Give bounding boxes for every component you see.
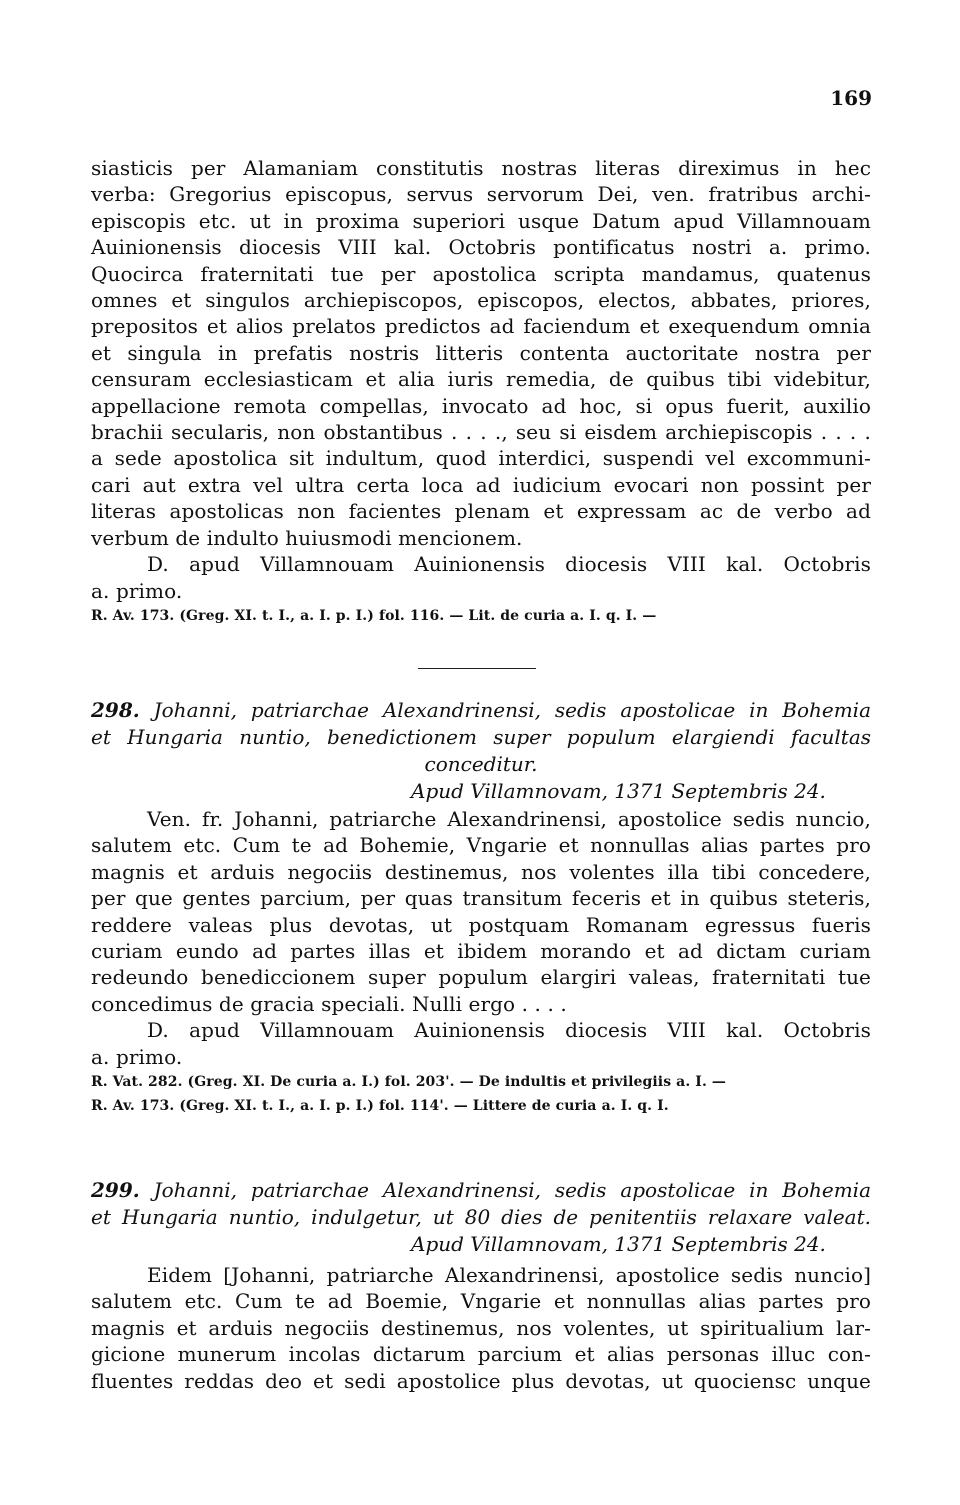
text-line: curiam eundo ad partes illas et ibidem morando et ad dictam curiam (91, 939, 871, 964)
text-line: literas apostolicas non facientes plenam et expressam ac de verbo ad (91, 499, 871, 524)
entry-title: Johanni, patriarchae Alexandrinensi, sedis apostolicae in Bohemia (153, 698, 872, 722)
text-line: brachii secularis, non obstantibus . . . ., seu si eisdem archiepiscopis . . . . (91, 420, 871, 445)
entry-298-body (91, 806, 871, 1118)
text-line: magnis et arduis negociis destinemus, nos volentes, ut spiritualium lar- (91, 1315, 871, 1340)
entry-title: et Hungaria nuntio, benedictionem super populum elargiendi facultas (91, 725, 871, 749)
source-citation: R. Av. 173. (Greg. XI. t. I., a. I. p. I.) fol. 114'. — Littere de curia a. I. q. I. (91, 1098, 669, 1115)
entry-date: Apud Villamnovam, 1371 Septembris 24. (411, 1232, 826, 1256)
text-line: appellacione remota compellas, invocato ad hoc, si opus fuerit, auxilio (91, 393, 871, 418)
text-line: et singula in prefatis nostris litteris contenta auctoritate nostra per (91, 340, 871, 365)
text-line: siasticis per Alamaniam constitutis nostras literas direximus in hec (91, 156, 871, 180)
text-line: cari aut extra vel ultra certa loca ad iudicium evocari non possint per (91, 472, 871, 497)
dating-line: a. primo. (91, 1044, 183, 1069)
text-line: prepositos et alios prelatos predictos ad faciendum et exequendum omnia (91, 314, 871, 339)
entry-date: Apud Villamnovam, 1371 Septembris 24. (411, 779, 826, 803)
text-line: verba: Gregorius episcopus, servus servorum Dei, ven. fratribus archi- (91, 182, 871, 207)
text-line: verbum de indulto huiusmodi mencionem. (91, 525, 523, 550)
entry-title: conceditur. (424, 752, 538, 776)
section-divider (418, 668, 536, 669)
text-line: gicione munerum incolas dictarum parcium et alias personas illuc con- (91, 1342, 871, 1367)
text-line: magnis et arduis negociis destinemus, nos volentes illa tibi concedere, (91, 859, 871, 884)
text-line: reddere valeas plus devotas, ut postquam Romanam egressus fueris (91, 912, 871, 937)
entry-number: 299. (91, 1178, 140, 1202)
text-line: Eidem [Johanni, patriarche Alexandrinensi, apostolice sedis nuncio] (147, 1263, 871, 1287)
text-line: salutem etc. Cum te ad Bohemie, Vngarie et nonnullas alias partes pro (91, 833, 871, 858)
text-line: fluentes reddas deo et sedi apostolice plus devotas, ut quociensc unque (91, 1368, 871, 1393)
text-line: concedimus de gracia speciali. Nulli ergo . . . . (91, 991, 567, 1016)
text-line: Ven. fr. Johanni, patriarche Alexandrinensi, apostolice sedis nuncio, (147, 807, 871, 831)
entry-298-heading (91, 697, 871, 805)
source-citation: R. Av. 173. (Greg. XI. t. I., a. I. p. I.) fol. 116. — Lit. de curia a. I. q. I. — (91, 607, 657, 624)
text-line: episcopis etc. ut in proxima superiori usque Datum apud Villamnouam (91, 208, 871, 233)
dating-line: D. apud Villamnouam Auinionensis diocesis VIII kal. Octobris (147, 552, 871, 577)
source-citation: R. Vat. 282. (Greg. XI. De curia a. I.) fol. 203'. — De indultis et privilegiis a. I. — (91, 1074, 726, 1091)
intro-text-block (91, 155, 871, 628)
dating-line: D. apud Villamnouam Auinionensis diocesis VIII kal. Octobris (147, 1018, 871, 1043)
text-line: per que gentes parcium, per quas transitum feceris et in quibus steteris, (91, 886, 871, 911)
text-line: a sede apostolica sit indultum, quod interdici, suspendi vel excommuni- (91, 446, 871, 471)
entry-299-body (91, 1262, 871, 1394)
entry-299-heading (91, 1177, 871, 1258)
entry-title: Johanni, patriarchae Alexandrinensi, sedis apostolicae in Bohemia (153, 1178, 872, 1202)
text-line: omnes et singulos archiepiscopos, episcopos, electos, abbates, priores, (91, 288, 871, 313)
text-line: Auinionensis diocesis VIII kal. Octobris pontificatus nostri a. primo. (91, 235, 871, 260)
text-line: redeundo benediccionem super populum elargiri valeas, fraternitati tue (91, 965, 871, 990)
page-number: 169 (830, 86, 872, 110)
text-line: Quocirca fraternitati tue per apostolica scripta mandamus, quatenus (91, 261, 871, 286)
text-line: salutem etc. Cum te ad Boemie, Vngarie et nonnullas alias partes pro (91, 1289, 871, 1314)
text-line: censuram ecclesiasticam et alia iuris remedia, de quibus tibi videbitur, (91, 367, 871, 392)
entry-title: et Hungaria nuntio, indulgetur, ut 80 dies de penitentiis relaxare valeat. (91, 1205, 871, 1229)
entry-number: 298. (91, 698, 140, 722)
dating-line: a. primo. (91, 578, 183, 603)
